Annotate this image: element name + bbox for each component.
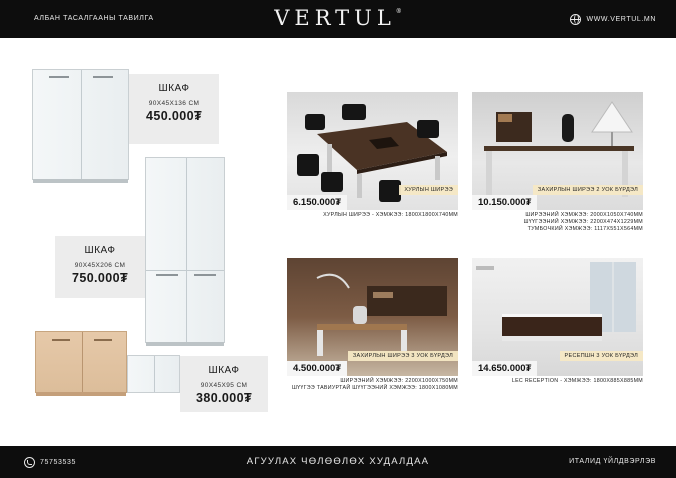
product-price: 4.500.000₮ bbox=[287, 361, 347, 376]
product-tag: РЕСЕПШН 3 УОК БҮРДЭЛ bbox=[560, 351, 643, 361]
chair bbox=[379, 180, 401, 202]
product-caption-3 bbox=[287, 378, 458, 392]
table-leg bbox=[327, 144, 332, 176]
stair-rail bbox=[476, 266, 494, 270]
cabinet-title: ШКАФ bbox=[208, 365, 240, 376]
product-caption-4 bbox=[472, 378, 643, 385]
product-price: 14.650.000₮ bbox=[472, 361, 537, 376]
cabinet-dimensions: 90X45X95 СМ bbox=[200, 382, 248, 389]
cabinet-base bbox=[146, 342, 224, 346]
caption-line: ШИРЭЭНИЙ ХЭМЖЭЭ: 2000X1050X740ММ bbox=[525, 212, 643, 218]
floor-lamp bbox=[592, 102, 632, 132]
cabinet-title: ШКАФ bbox=[158, 83, 190, 94]
made-in-italy-text: ИТАЛИД ҮЙЛДВЭРЛЭВ bbox=[569, 458, 656, 465]
product-photo-executive-desk[interactable] bbox=[287, 258, 458, 376]
cabinet-handle bbox=[49, 76, 69, 78]
cabinet-price: 380.000₮ bbox=[195, 391, 253, 405]
cabinet-handle bbox=[94, 339, 112, 341]
caption-line: ШҮҮГЭЭ ТАВИУРТАЙ ШҮҮГЭЭНИЙ ХЭМЖЭЭ: 1800X1080ММ bbox=[291, 385, 458, 391]
door-divider bbox=[154, 356, 155, 392]
product-tag: ХУРЛЫН ШИРЭЭ bbox=[399, 185, 458, 195]
product-caption-2 bbox=[472, 212, 643, 233]
product-caption-1 bbox=[287, 212, 458, 219]
chair bbox=[417, 120, 439, 138]
shelf-item bbox=[373, 292, 393, 298]
cabinet-image-2 bbox=[145, 157, 225, 343]
wall-shelf bbox=[367, 286, 447, 316]
door-divider bbox=[186, 158, 187, 342]
product-photo-reception[interactable] bbox=[472, 258, 643, 376]
shelf-item bbox=[498, 114, 512, 122]
product-tag: ЗАХИРЛЫН ШИРЭЭ 3 УОК БҮРДЭЛ bbox=[348, 351, 458, 361]
logo-text: VERTUL bbox=[274, 6, 396, 30]
arc-lamp bbox=[317, 275, 349, 288]
cabinet-image-1 bbox=[32, 69, 129, 180]
chair bbox=[305, 114, 325, 130]
website-text: WWW.VERTUL.MN bbox=[586, 16, 656, 23]
caption-line: LEC RECEPTION - ХЭМЖЭЭ: 1800X885X885ММ bbox=[511, 378, 643, 384]
cabinet-title: ШКАФ bbox=[84, 245, 116, 256]
office-chair bbox=[562, 114, 574, 142]
chair bbox=[297, 154, 319, 176]
registered-mark: ® bbox=[395, 8, 402, 15]
cabinet-handle bbox=[156, 274, 178, 276]
lamp-pole bbox=[611, 132, 613, 146]
product-price: 10.150.000₮ bbox=[472, 195, 537, 210]
table-leg bbox=[357, 174, 362, 198]
cabinet-handle bbox=[52, 339, 70, 341]
door-divider bbox=[82, 332, 83, 392]
office-chair bbox=[353, 306, 367, 324]
chair bbox=[342, 104, 366, 120]
phone-number: 75753535 bbox=[40, 459, 76, 466]
cabinet-handle bbox=[93, 76, 113, 78]
door-divider bbox=[81, 70, 82, 179]
table-leg bbox=[435, 156, 440, 180]
cabinet-price-card-3 bbox=[180, 356, 268, 412]
desk-leg bbox=[486, 151, 492, 197]
desk-top bbox=[484, 146, 634, 151]
caption-line: ТУМБОЧКИЙ ХЭМЖЭЭ: 1117X551X564ММ bbox=[527, 226, 643, 232]
product-price: 6.150.000₮ bbox=[287, 195, 347, 210]
product-tag: ЗАХИРЛЫН ШИРЭЭ 2 УОК БҮРДЭЛ bbox=[533, 185, 643, 195]
cabinet-handle bbox=[194, 274, 216, 276]
website-link[interactable] bbox=[570, 14, 656, 25]
cabinet-image-3-white bbox=[127, 355, 180, 393]
cabinet-dimensions: 90X45X136 СМ bbox=[148, 100, 200, 107]
globe-icon bbox=[570, 14, 581, 25]
cabinet-price-card-1 bbox=[129, 74, 219, 144]
product-photo-director-desk[interactable] bbox=[472, 92, 643, 210]
desk-top bbox=[502, 314, 602, 317]
cabinet-price-card-2 bbox=[55, 236, 145, 298]
product-photo-conference-table[interactable] bbox=[287, 92, 458, 210]
category-title: АЛБАН ТАСАЛГААНЫ ТАВИЛГА bbox=[34, 15, 154, 22]
cabinet-image-3-oak bbox=[35, 331, 127, 393]
cabinet-price: 450.000₮ bbox=[145, 109, 203, 123]
caption-line: ХУРЛЫН ШИРЭЭ - ХЭМЖЭЭ: 1800X1800X740ММ bbox=[323, 212, 458, 218]
desk-top bbox=[317, 324, 407, 330]
chair bbox=[321, 172, 343, 192]
cabinet-dimensions: 90X45X206 СМ bbox=[74, 262, 126, 269]
caption-line: ШИРЭЭНИЙ ХЭМЖЭЭ: 2200X1000X750ММ bbox=[340, 378, 458, 384]
reception-desk bbox=[502, 316, 602, 336]
sale-banner-text: АГУУЛАХ ЧӨЛӨӨЛӨХ ХУДАЛДАА bbox=[246, 456, 430, 467]
cabinet-base bbox=[36, 392, 126, 396]
caption-line: ШҮҮГЭЭНИЙ ХЭМЖЭЭ: 2200X474X1229ММ bbox=[523, 219, 643, 225]
shelf-divider bbox=[146, 270, 224, 271]
header-bar bbox=[0, 0, 676, 38]
desk-leg bbox=[317, 330, 323, 356]
cabinet-price: 750.000₮ bbox=[71, 271, 129, 285]
footer-bar bbox=[0, 446, 676, 478]
desk-base bbox=[502, 336, 602, 341]
cabinet-base bbox=[33, 179, 128, 183]
